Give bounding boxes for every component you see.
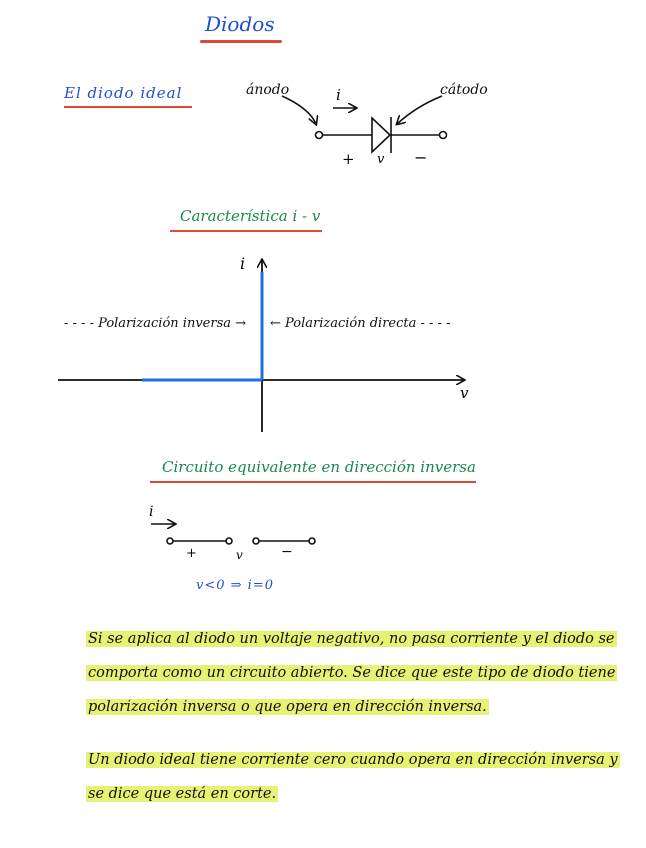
equivalent-voltage-label: v <box>236 548 243 562</box>
cathode-label: cátodo <box>440 82 488 98</box>
open-circuit-terminal-4 <box>309 538 315 544</box>
anode-label: ánodo <box>246 82 290 98</box>
equivalent-circuit-heading: Circuito equivalente en dirección inversa <box>162 458 476 476</box>
diode-plus-sign: + <box>342 150 355 168</box>
open-circuit-terminal-1 <box>167 538 173 544</box>
cathode-pointer-arrow <box>397 96 442 124</box>
diode-symbol <box>282 96 447 153</box>
open-circuit-terminal-2 <box>226 538 232 544</box>
note-paragraph-2-text: Un diodo ideal tiene corriente cero cuando opera en dirección inversa y se dice que está en corte. <box>88 752 618 802</box>
iv-characteristic-plot <box>58 260 464 432</box>
diode-minus-sign: − <box>414 148 428 167</box>
equivalent-minus-sign: − <box>281 544 293 560</box>
characteristic-heading: Característica i - v <box>180 207 321 225</box>
axis-v-label: v <box>460 384 469 402</box>
diode-voltage-label: v <box>377 152 385 167</box>
reverse-condition: v<0 ⇒ i=0 <box>196 578 274 593</box>
diode-anode-terminal <box>316 132 323 139</box>
diode-triangle <box>372 118 390 152</box>
forward-bias-label: ← Polarización directa - - - - <box>270 316 451 331</box>
open-circuit-terminal-3 <box>253 538 259 544</box>
ideal-diode-heading: El diodo ideal <box>64 84 183 102</box>
axis-i-label: i <box>240 254 246 273</box>
equivalent-open-circuit <box>151 524 315 544</box>
diode-current-label: i <box>336 86 341 104</box>
note-paragraph-1-text: Si se aplica al diodo un voltaje negativo, no pasa corriente y el diodo se comporta como un circuito abierto. Se dice que este tipo de diodo tiene polarización inversa o que opera en dirección inversa. <box>88 631 616 715</box>
diode-cathode-terminal <box>440 132 447 139</box>
equivalent-plus-sign: + <box>186 546 197 561</box>
reverse-bias-label: - - - - Polarización inversa → <box>64 316 247 331</box>
anode-pointer-arrow <box>282 96 316 124</box>
equivalent-current-label: i <box>149 504 154 520</box>
page-title: Diodos <box>205 12 275 36</box>
